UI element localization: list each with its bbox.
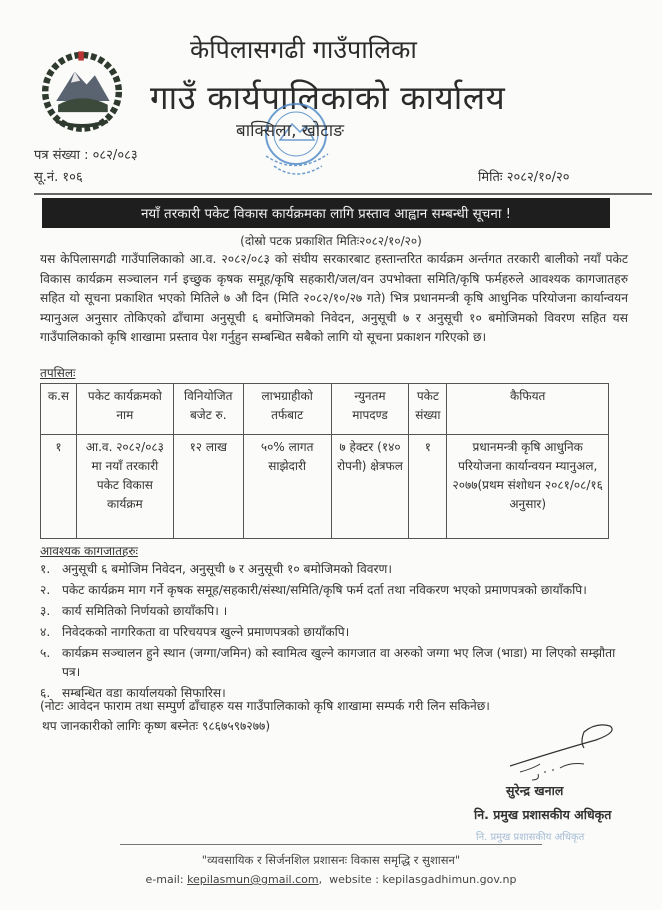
list-item-number: २. xyxy=(40,583,51,597)
list-item xyxy=(40,581,630,600)
serial-number-value: १०६ xyxy=(62,170,83,185)
column-header-beneficiary-share: लाभग्राहीको तर्फबाट xyxy=(243,384,331,435)
column-header-serial: क.स xyxy=(41,384,77,435)
signatory-title: नि. प्रमुख प्रशासकीय अधिकृत xyxy=(474,807,612,822)
office-stamp-icon xyxy=(244,100,344,186)
republished-date: (दोस्रो पटक प्रकाशित मितिः२०८२/१०/२०) xyxy=(240,234,422,248)
letter-number-label: पत्र संख्या : xyxy=(34,148,89,163)
website-link[interactable]: kepilasgadhimun.gov.np xyxy=(382,873,517,886)
list-item-text: सम्बन्धित वडा कार्यालयको सिफारिस। xyxy=(62,686,226,700)
notice-body: यस केपिलासगढी गाउँपालिकाको आ.व. २०८२/०८३ को संघीय सरकारबाट हस्तान्तरित कार्यक्रम अर्न्तगत तरकारी बालीको नयाँ पकेट विकास कार्यक्रम सञ्चालन गर्न इच्छुक कृषक समूह/कृषि सहकारी/जल/वन उपभोक्ता समिति/कृषि फर्महरुले आवश्यक कागजातहरु सहित यो सूचना प्रकाशित भएको मितिले ७ औ दिन (मिति २०८२/१०/२७ गते) भित्र प्रधानमन्त्री कृषि आधुनिक परियोजना कार्यान्वयन म्यानुअल अनुसार तोकिएको ढाँचामा अनुसूची ६ बमोजिमको निवेदन, अनुसूची ७ र अनुसूची १० बमोजिमको विवरण सहित यस गाउँपालिकाको कृषि शाखामा प्रस्ताव पेश गर्नुहुन सम्बन्धित सबैको लागि यो सूचना प्रकाशन गरिएको छ। xyxy=(40,252,628,344)
required-documents-list xyxy=(40,560,630,705)
cell-pocket-count: १ xyxy=(409,435,447,539)
list-item xyxy=(40,560,630,579)
cell-remarks: प्रधानमन्त्री कृषि आधुनिक परियोजना कार्यान्वयन म्यानुअल, २०७७(प्रथम संशोधन २०८१/०८/१६ अनुसार) xyxy=(447,435,609,539)
notice-title: नयाँ तरकारी पकेट विकास कार्यक्रमका लागि प्रस्ताव आह्वान सम्बन्धी सूचना ! xyxy=(140,206,512,222)
list-item-number: ५. xyxy=(40,646,51,660)
column-header-program-name: पकेट कार्यक्रमको नाम xyxy=(76,384,173,435)
notice-title-banner xyxy=(42,198,610,228)
email-link[interactable]: kepilasmun@gmail.com xyxy=(187,873,319,886)
header-divider xyxy=(34,193,652,195)
serial-number xyxy=(34,167,83,185)
table-row xyxy=(41,435,609,539)
list-item-number: १. xyxy=(40,562,51,576)
office-location: बाक्सिला, खोटाङ xyxy=(236,121,345,141)
list-item-text: पकेट कार्यक्रम माग गर्ने कृषक समूह/सहकारी/संस्था/समिति/कृषि फर्म दर्ता तथा नविकरण भएको प्रमाणपत्रको छायाँकपि। xyxy=(62,583,587,597)
details-table xyxy=(40,383,609,539)
signatory-stamp: नि. प्रमुख प्रशासकीय अधिकृत xyxy=(476,832,585,843)
cell-minimum-criteria: ७ हेक्टर (१४० रोपनी) क्षेत्रफल xyxy=(331,435,409,539)
note-text: (नोटः आवेदन फाराम तथा सम्पुर्ण ढाँचाहरु यस गाउँपालिकाको कृषि शाखामा सम्पर्क गरी लिन सकिनेछ। xyxy=(40,699,490,713)
email-label: e-mail: xyxy=(145,873,184,886)
letter-number xyxy=(34,145,138,163)
list-item-number: ४. xyxy=(40,625,51,639)
list-item xyxy=(40,623,630,642)
signatory-name: सुरेन्द्र खनाल xyxy=(506,783,564,798)
issue-date xyxy=(478,167,570,185)
list-item-text: अनुसूची ६ बमोजिम निवेदन, अनुसूची ७ र अनुसूची १० बमोजिमको विवरण। xyxy=(62,562,392,576)
footer-contact: e-mail: kepilasmun@gmail.com, website : kepilasgadhimun.gov.np xyxy=(145,873,517,886)
cell-budget: १२ लाख xyxy=(173,435,243,539)
letter-number-value: ०८२/०८३ xyxy=(92,148,138,163)
list-item xyxy=(40,602,630,621)
column-header-budget: विनियोजित बजेट रु. xyxy=(173,384,243,435)
details-label: तपसिलः xyxy=(40,366,76,380)
cell-serial: १ xyxy=(41,435,77,539)
table-header-row xyxy=(41,384,609,435)
footer-divider xyxy=(120,844,542,845)
cell-program-name: आ.व. २०८२/०८३ मा नयाँ तरकारी पकेट विकास कार्यक्रम xyxy=(76,435,173,539)
municipality-name: केपिलासगढी गाउँपालिका xyxy=(190,35,417,64)
column-header-remarks: कैफियत xyxy=(447,384,609,435)
serial-number-label: सू.नं. xyxy=(34,170,59,185)
contact-info: थप जानकारीको लागिः कृष्ण बस्नेतः ९८६७५९७२७७) xyxy=(42,719,271,733)
cell-beneficiary-share: ५०% लागत साझेदारी xyxy=(243,435,331,539)
list-item-text: कार्य समितिको निर्णयको छायाँकपि। । xyxy=(62,604,228,618)
column-header-minimum-criteria: न्युनतम मापदण्ड xyxy=(331,384,409,435)
issue-date-label: मितिः xyxy=(478,170,503,185)
list-item-text: कार्यक्रम सञ्चालन हुने स्थान (जग्गा/जमिन) को स्वामित्व खुल्ने कागजात वा अरुको जग्गा भए लिज (भाडा) मा लिएको सम्झौता पत्र। xyxy=(62,646,616,679)
column-header-pocket-count: पकेट संख्या xyxy=(409,384,447,435)
list-item-text: निवेदकको नागरिकता वा परिचयपत्र खुल्ने प्रमाणपत्रको छायाँकपि। xyxy=(62,625,350,639)
signature-icon xyxy=(500,722,620,782)
list-item xyxy=(40,644,630,682)
required-documents-label: आवश्यक कागजातहरुः xyxy=(40,544,138,558)
list-item-number: ६. xyxy=(40,686,51,700)
office-name: गाउँ कार्यपालिकाको कार्यालय xyxy=(150,78,506,117)
nepal-government-emblem-icon xyxy=(36,44,128,136)
issue-date-value: २०८२/१०/२० xyxy=(506,170,570,185)
website-label: website : xyxy=(329,873,379,886)
footer-motto: "व्यवसायिक र सिर्जनशिल प्रशासनः विकास समृद्धि र सुशासन" xyxy=(201,853,461,867)
list-item-number: ३. xyxy=(40,604,51,618)
